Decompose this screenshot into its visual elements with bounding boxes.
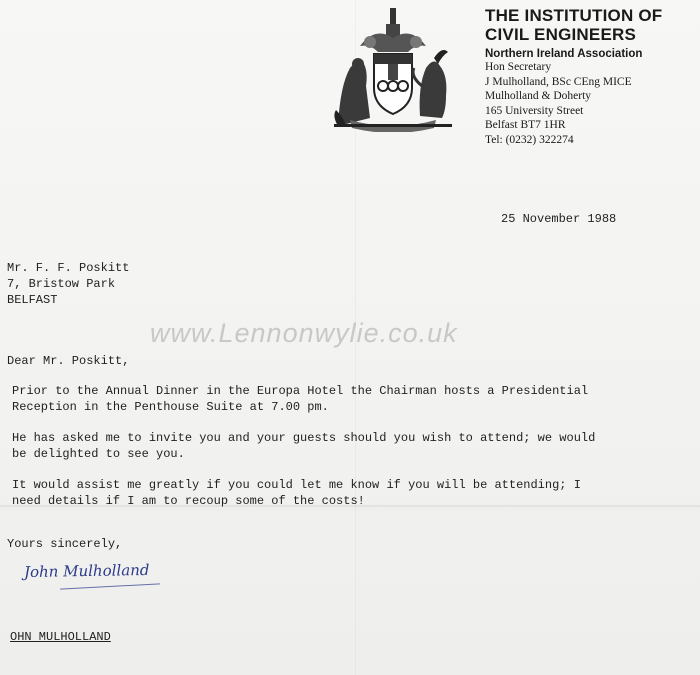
watermark: www.Lennonwylie.co.uk (150, 318, 458, 348)
salutation: Dear Mr. Poskitt, (7, 354, 130, 368)
body-paragraph-1: Prior to the Annual Dinner in the Europa Hotel the Chairman hosts a Presidential Reception in the Penthouse Suite at 7.00 pm. (12, 384, 589, 414)
recipient-address (7, 260, 129, 308)
signature-underline (60, 583, 160, 589)
phone-line: Tel: (0232) 322274 (485, 133, 574, 146)
recipient-city: BELFAST (7, 293, 58, 307)
firm-line: Mulholland & Doherty (485, 90, 592, 102)
city-line: Belfast BT7 1HR (485, 119, 566, 131)
hon-secretary-line: Hon Secretary (485, 61, 552, 73)
coat-of-arms-icon (330, 6, 456, 132)
body-paragraph-3: It would assist me greatly if you could let me know if you will be attending; I need details if I am to recoup some of the costs! (12, 478, 581, 508)
closing: Yours sincerely, (7, 537, 123, 551)
handwritten-signature: John Mulholland (23, 560, 150, 582)
letter-date: 25 November 1988 (501, 212, 617, 226)
signatory-name: OHN MULHOLLAND (10, 630, 111, 644)
recipient-name: Mr. F. F. Poskitt (7, 261, 130, 275)
letterhead (485, 6, 695, 147)
street-line: 165 University Street (485, 104, 584, 117)
recipient-street: 7, Bristow Park (7, 277, 116, 291)
secretary-name-line: J Mulholland, BSc CEng MICE (485, 75, 632, 88)
body-paragraph-2: He has asked me to invite you and your guests should you wish to attend; we would be delighted to see you. (12, 431, 596, 461)
institution-name: THE INSTITUTION OF CIVIL ENGINEERS (485, 6, 663, 44)
association-name: Northern Ireland Association (485, 48, 643, 60)
